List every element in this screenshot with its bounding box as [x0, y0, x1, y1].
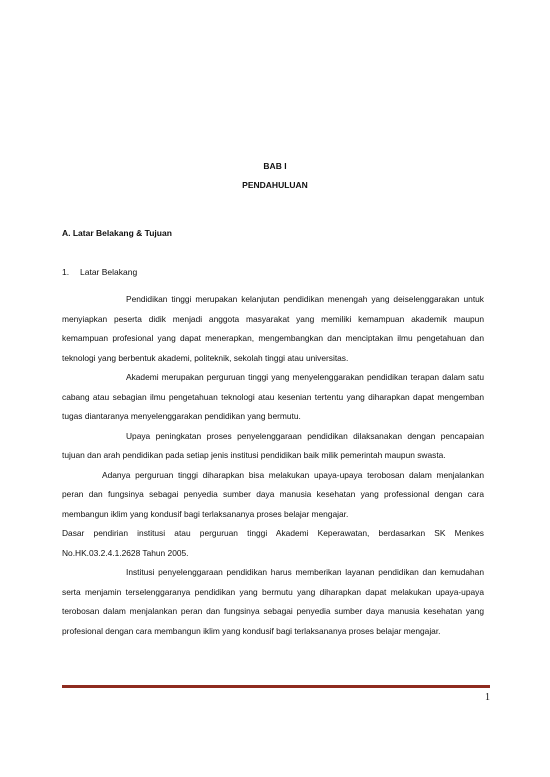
section-title: A. Latar Belakang & Tujuan	[62, 228, 172, 238]
paragraph: Akademi merupakan perguruan tinggi yang menyelenggarakan pendidikan terapan dalam satu cabang atau sebagian ilmu pengetahuan teknologi atau kesenian tertentu yang diharapkan dapat mengemban tugas diantaranya menyelenggarakan pendidikan yang bermutu.	[62, 372, 484, 421]
chapter-label: BAB I	[263, 161, 287, 171]
paragraph: Adanya perguruan tinggi diharapkan bisa melakukan upaya-upaya terobosan dalam menjalankan peran dan fungsinya sebagai penyedia sumber daya manusia kesehatan yang professional dengan cara membangun iklim yang kondusif bagi terlaksananya proses belajar mengajar.	[62, 469, 484, 519]
chapter-title: PENDAHULUAN	[242, 180, 308, 190]
page-number: 1	[485, 692, 490, 703]
subsection-number: 1.	[62, 267, 70, 277]
subsection-heading	[62, 266, 137, 278]
footer-rule	[62, 685, 490, 688]
subsection-title: Latar Belakang	[80, 267, 138, 277]
paragraph: Pendidikan tinggi merupakan kelanjutan pendidikan menengah yang deiselenggarakan untuk menyiapkan peserta didik menjadi anggota masyarakat yang memiliki kemampuan akademik maupun kemampuan profesional yang dapat menerapkan, mengembangkan dan menciptakan ilmu pengetahuan dan teknologi yang berbentuk akademi, politeknik, sekolah tinggi atau universitas.	[62, 294, 484, 363]
paragraph: Dasar pendirian institusi atau perguruan tinggi Akademi Keperawatan, berdasarkan SK Menkes No.HK.03.2.4.1.2628 Tahun 2005.	[62, 528, 484, 558]
paragraph: Upaya peningkatan proses penyelenggaraan pendidikan dilaksanakan dengan pencapaian tujuan dan arah pendidikan pada setiap jenis institusi pendidikan baik milik pemerintah maupun swasta.	[62, 430, 484, 460]
body-text	[62, 290, 484, 641]
paragraph: Institusi penyelenggaraan pendidikan harus memberikan layanan pendidikan dan kemudahan serta menjamin terselenggaranya pendidikan yang bermutu yang diharapkan dapat melakukan upaya-upaya terobosan dalam menjalankan peran dan fungsinya sebagai penyedia sumber daya manusia kesehatan yang profesional dengan cara membangun iklim yang kondusif bagi terlaksananya proses belajar mengajar.	[62, 567, 484, 636]
